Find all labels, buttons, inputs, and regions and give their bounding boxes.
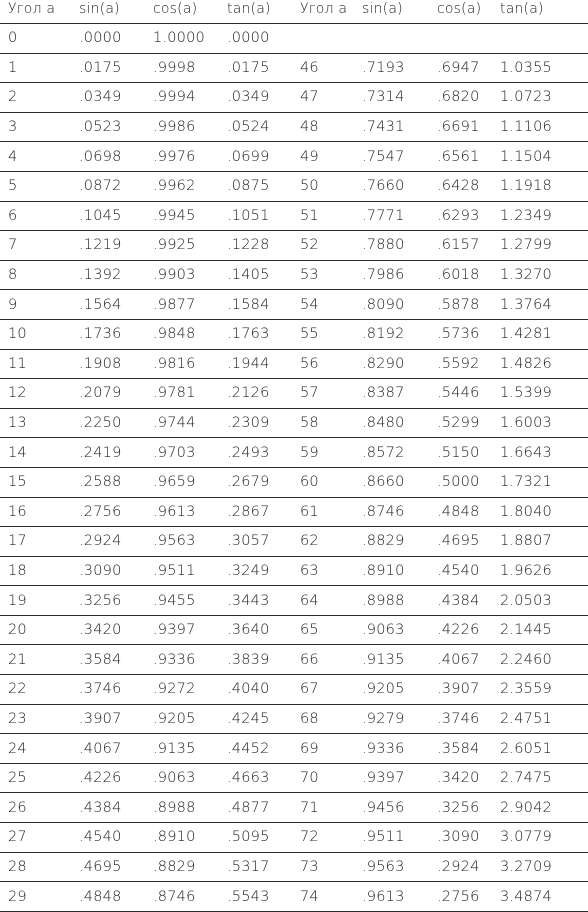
cell-sin-left: .1564 [79,296,122,313]
cell-angle-right: 60 [300,474,319,491]
cell-tan-right: 2.0503 [500,592,552,609]
header-sin-left: sin(a) [79,1,120,17]
cell-sin-left: .2419 [79,444,122,461]
cell-angle-left: 11 [8,355,27,372]
cell-tan-right: 3.0779 [500,829,552,846]
table-row [0,83,588,113]
cell-tan-right: 1.8807 [500,533,552,550]
cell-tan-left: .2126 [227,385,270,402]
cell-angle-right: 58 [300,415,319,432]
header-tan-left: tan(a) [227,1,271,17]
cell-tan-left: .2493 [227,444,270,461]
cell-angle-right: 55 [300,326,319,343]
cell-sin-right: .8480 [362,415,405,432]
cell-cos-right: .3256 [437,799,480,816]
cell-cos-right: .5736 [437,326,480,343]
cell-cos-left: .9816 [153,355,196,372]
cell-tan-right: 1.6643 [500,444,552,461]
cell-tan-left: .0349 [227,89,270,106]
cell-angle-left: 13 [8,415,27,432]
cell-tan-right: 1.3764 [500,296,552,313]
cell-cos-right: .5878 [437,296,480,313]
cell-cos-right: .3090 [437,829,480,846]
cell-tan-right: 3.2709 [500,858,552,875]
cell-sin-left: .3584 [79,651,122,668]
cell-tan-left: .0175 [227,59,270,76]
cell-cos-right: .4540 [437,562,480,579]
cell-cos-left: .9976 [153,148,196,165]
cell-angle-left: 29 [8,888,27,905]
cell-angle-right: 69 [300,740,319,757]
cell-tan-left: .3057 [227,533,270,550]
cell-sin-left: .2588 [79,474,122,491]
cell-angle-left: 1 [8,59,18,76]
cell-sin-right: .7547 [362,148,405,165]
cell-sin-left: .0698 [79,148,122,165]
cell-cos-left: .9397 [153,622,196,639]
cell-angle-left: 17 [8,533,27,550]
cell-angle-left: 7 [8,237,18,254]
cell-cos-left: .9994 [153,89,196,106]
header-sin-right: sin(a) [362,1,403,17]
table-row [0,793,588,823]
cell-tan-right: 2.4751 [500,710,552,727]
cell-angle-left: 9 [8,296,18,313]
cell-sin-right: .8192 [362,326,405,343]
cell-cos-left: .9511 [153,562,196,579]
cell-cos-right: .3746 [437,710,480,727]
cell-sin-left: .0872 [79,178,122,195]
cell-tan-left: .1405 [227,267,270,284]
cell-tan-right: 1.0355 [500,59,552,76]
cell-tan-left: .0524 [227,119,270,136]
cell-angle-left: 25 [8,770,27,787]
cell-angle-left: 27 [8,829,27,846]
table-row [0,231,588,261]
cell-angle-left: 24 [8,740,27,757]
cell-tan-right: 2.3559 [500,681,552,698]
cell-cos-left: .8829 [153,858,196,875]
cell-tan-left: .2309 [227,415,270,432]
cell-angle-right: 74 [300,888,319,905]
cell-cos-left: .9781 [153,385,196,402]
cell-tan-right: 1.4281 [500,326,552,343]
cell-sin-right: .7880 [362,237,405,254]
cell-tan-left: .2867 [227,503,270,520]
cell-angle-left: 16 [8,503,27,520]
cell-cos-right: .5592 [437,355,480,372]
cell-cos-right: .6820 [437,89,480,106]
cell-sin-left: .2079 [79,385,122,402]
cell-sin-left: .0000 [79,30,122,47]
cell-tan-left: .4245 [227,710,270,727]
cell-sin-right: .9613 [362,888,405,905]
cell-cos-right: .5000 [437,474,480,491]
cell-cos-right: .5446 [437,385,480,402]
table-row [0,142,588,172]
cell-angle-right: 53 [300,267,319,284]
cell-angle-right: 65 [300,622,319,639]
table-row [0,350,588,380]
table-row [0,675,588,705]
cell-cos-left: .8746 [153,888,196,905]
cell-tan-right: 2.9042 [500,799,552,816]
cell-tan-left: .3839 [227,651,270,668]
cell-tan-right: 2.7475 [500,770,552,787]
cell-cos-right: .2756 [437,888,480,905]
table-row [0,172,588,202]
cell-cos-right: .3584 [437,740,480,757]
cell-tan-right: 1.0723 [500,89,552,106]
cell-angle-left: 18 [8,562,27,579]
cell-cos-right: .3907 [437,681,480,698]
cell-angle-right: 68 [300,710,319,727]
cell-cos-left: .8910 [153,829,196,846]
cell-tan-left: .4663 [227,770,270,787]
cell-sin-right: .8829 [362,533,405,550]
cell-tan-left: .0875 [227,178,270,195]
cell-angle-left: 22 [8,681,27,698]
cell-sin-right: .8988 [362,592,405,609]
cell-angle-left: 4 [8,148,18,165]
cell-angle-left: 28 [8,858,27,875]
table-row [0,616,588,646]
cell-tan-left: .2679 [227,474,270,491]
header-angle-left: Угол а [8,1,56,17]
table-row [0,202,588,232]
cell-angle-right: 56 [300,355,319,372]
cell-sin-left: .0349 [79,89,122,106]
cell-sin-left: .1736 [79,326,122,343]
table-row [0,290,588,320]
cell-angle-left: 8 [8,267,18,284]
cell-tan-left: .1944 [227,355,270,372]
cell-tan-right: 1.1918 [500,178,552,195]
cell-sin-right: .9279 [362,710,405,727]
cell-sin-left: .4384 [79,799,122,816]
cell-cos-left: 1.0000 [153,30,205,47]
cell-tan-left: .4877 [227,799,270,816]
cell-angle-left: 20 [8,622,27,639]
cell-tan-left: .4452 [227,740,270,757]
cell-cos-left: .9848 [153,326,196,343]
cell-tan-right: 1.7321 [500,474,552,491]
cell-angle-right: 54 [300,296,319,313]
cell-sin-left: .2756 [79,503,122,520]
cell-sin-right: .9063 [362,622,405,639]
table-row [0,823,588,853]
cell-cos-right: .5299 [437,415,480,432]
cell-sin-right: .9456 [362,799,405,816]
cell-cos-left: .9903 [153,267,196,284]
cell-sin-left: .4848 [79,888,122,905]
cell-cos-left: .9986 [153,119,196,136]
table-row [0,853,588,883]
cell-angle-left: 21 [8,651,27,668]
table-row [0,557,588,587]
cell-angle-right: 48 [300,119,319,136]
cell-sin-right: .9336 [362,740,405,757]
cell-sin-left: .4226 [79,770,122,787]
cell-cos-left: .9272 [153,681,196,698]
table-row [0,320,588,350]
cell-sin-left: .3256 [79,592,122,609]
cell-angle-right: 52 [300,237,319,254]
cell-angle-left: 6 [8,207,18,224]
cell-angle-right: 57 [300,385,319,402]
cell-cos-left: .9563 [153,533,196,550]
table-row [0,54,588,84]
cell-cos-right: .4384 [437,592,480,609]
table-row [0,764,588,794]
cell-sin-right: .9563 [362,858,405,875]
table-row [0,645,588,675]
cell-cos-right: .6428 [437,178,480,195]
cell-sin-right: .8572 [362,444,405,461]
cell-angle-right: 47 [300,89,319,106]
cell-cos-right: .6561 [437,148,480,165]
cell-cos-left: .9744 [153,415,196,432]
cell-cos-left: .9945 [153,207,196,224]
cell-sin-right: .7771 [362,207,405,224]
cell-cos-right: .2924 [437,858,480,875]
cell-angle-right: 66 [300,651,319,668]
cell-angle-right: 71 [300,799,319,816]
cell-angle-right: 72 [300,829,319,846]
cell-cos-left: .9703 [153,444,196,461]
cell-angle-left: 0 [8,30,18,47]
cell-sin-right: .7193 [362,59,405,76]
cell-angle-right: 63 [300,562,319,579]
cell-cos-left: .9877 [153,296,196,313]
header-cos-right: cos(a) [437,1,482,17]
cell-cos-left: .9962 [153,178,196,195]
cell-angle-right: 70 [300,770,319,787]
cell-tan-right: 1.8040 [500,503,552,520]
cell-angle-right: 59 [300,444,319,461]
cell-sin-left: .1908 [79,355,122,372]
cell-angle-left: 2 [8,89,18,106]
cell-tan-right: 2.2460 [500,651,552,668]
table-row [0,734,588,764]
cell-sin-right: .9511 [362,829,405,846]
cell-cos-right: .6947 [437,59,480,76]
cell-sin-right: .7314 [362,89,405,106]
cell-tan-left: .4040 [227,681,270,698]
cell-tan-right: 3.4874 [500,888,552,905]
cell-cos-left: .9455 [153,592,196,609]
cell-sin-right: .7986 [362,267,405,284]
cell-sin-left: .3746 [79,681,122,698]
cell-angle-left: 5 [8,178,18,195]
cell-tan-left: .1051 [227,207,270,224]
cell-angle-left: 10 [8,326,27,343]
cell-sin-left: .1045 [79,207,122,224]
cell-angle-left: 14 [8,444,27,461]
cell-cos-right: .4695 [437,533,480,550]
cell-sin-right: .8290 [362,355,405,372]
table-row [0,705,588,735]
cell-tan-right: 1.3270 [500,267,552,284]
cell-cos-left: .9998 [153,59,196,76]
cell-sin-left: .1219 [79,237,122,254]
cell-sin-right: .8746 [362,503,405,520]
cell-sin-left: .2250 [79,415,122,432]
cell-sin-right: .8660 [362,474,405,491]
cell-tan-right: 1.1504 [500,148,552,165]
cell-tan-left: .0000 [227,30,270,47]
cell-sin-right: .8910 [362,562,405,579]
cell-angle-right: 62 [300,533,319,550]
cell-cos-right: .6691 [437,119,480,136]
table-row [0,882,588,912]
cell-sin-left: .3420 [79,622,122,639]
cell-cos-left: .9336 [153,651,196,668]
cell-sin-left: .4695 [79,858,122,875]
cell-angle-right: 46 [300,59,319,76]
cell-sin-left: .0523 [79,119,122,136]
cell-tan-left: .0699 [227,148,270,165]
header-tan-right: tan(a) [500,1,544,17]
cell-cos-left: .9613 [153,503,196,520]
cell-sin-right: .8387 [362,385,405,402]
cell-tan-left: .5543 [227,888,270,905]
cell-cos-left: .8988 [153,799,196,816]
cell-tan-left: .1763 [227,326,270,343]
cell-cos-right: .4848 [437,503,480,520]
table-row [0,527,588,557]
cell-tan-right: 1.2349 [500,207,552,224]
table-row [0,261,588,291]
cell-tan-right: 1.1106 [500,119,552,136]
header-angle-right: Угол а [300,1,348,17]
cell-sin-left: .3907 [79,710,122,727]
cell-sin-right: .9135 [362,651,405,668]
cell-tan-right: 2.1445 [500,622,552,639]
cell-tan-left: .5095 [227,829,270,846]
cell-sin-left: .4067 [79,740,122,757]
cell-tan-right: 1.2799 [500,237,552,254]
cell-tan-right: 1.6003 [500,415,552,432]
cell-cos-right: .6157 [437,237,480,254]
table-row [0,409,588,439]
table-row [0,498,588,528]
cell-angle-left: 15 [8,474,27,491]
cell-cos-right: .6018 [437,267,480,284]
cell-tan-right: 1.9626 [500,562,552,579]
cell-sin-right: .9205 [362,681,405,698]
cell-tan-left: .1228 [227,237,270,254]
cell-cos-right: .3420 [437,770,480,787]
cell-angle-left: 23 [8,710,27,727]
cell-cos-right: .6293 [437,207,480,224]
cell-cos-left: .9063 [153,770,196,787]
cell-cos-right: .5150 [437,444,480,461]
cell-tan-left: .3640 [227,622,270,639]
cell-cos-left: .9205 [153,710,196,727]
cell-sin-left: .1392 [79,267,122,284]
cell-sin-right: .7431 [362,119,405,136]
table-row [0,468,588,498]
cell-cos-left: .9925 [153,237,196,254]
cell-angle-right: 49 [300,148,319,165]
cell-angle-right: 61 [300,503,319,520]
cell-angle-right: 51 [300,207,319,224]
cell-angle-right: 67 [300,681,319,698]
cell-sin-left: .2924 [79,533,122,550]
cell-angle-right: 64 [300,592,319,609]
cell-cos-right: .4067 [437,651,480,668]
cell-angle-left: 26 [8,799,27,816]
cell-cos-left: .9659 [153,474,196,491]
cell-tan-left: .1584 [227,296,270,313]
cell-tan-right: 1.5399 [500,385,552,402]
cell-angle-left: 3 [8,119,18,136]
cell-tan-left: .3249 [227,562,270,579]
cell-sin-right: .9397 [362,770,405,787]
cell-sin-left: .4540 [79,829,122,846]
table-row [0,113,588,143]
cell-sin-right: .7660 [362,178,405,195]
cell-sin-right: .8090 [362,296,405,313]
cell-angle-left: 19 [8,592,27,609]
table-row [0,438,588,468]
table-row [0,24,588,54]
cell-tan-left: .3443 [227,592,270,609]
cell-angle-right: 50 [300,178,319,195]
header-cos-left: cos(a) [153,1,198,17]
cell-tan-right: 2.6051 [500,740,552,757]
cell-cos-left: .9135 [153,740,196,757]
cell-sin-left: .0175 [79,59,122,76]
cell-cos-right: .4226 [437,622,480,639]
cell-tan-right: 1.4826 [500,355,552,372]
cell-angle-right: 73 [300,858,319,875]
table-header-row [0,0,588,24]
table-row [0,379,588,409]
cell-angle-left: 12 [8,385,27,402]
table-row [0,586,588,616]
cell-tan-left: .5317 [227,858,270,875]
cell-sin-left: .3090 [79,562,122,579]
